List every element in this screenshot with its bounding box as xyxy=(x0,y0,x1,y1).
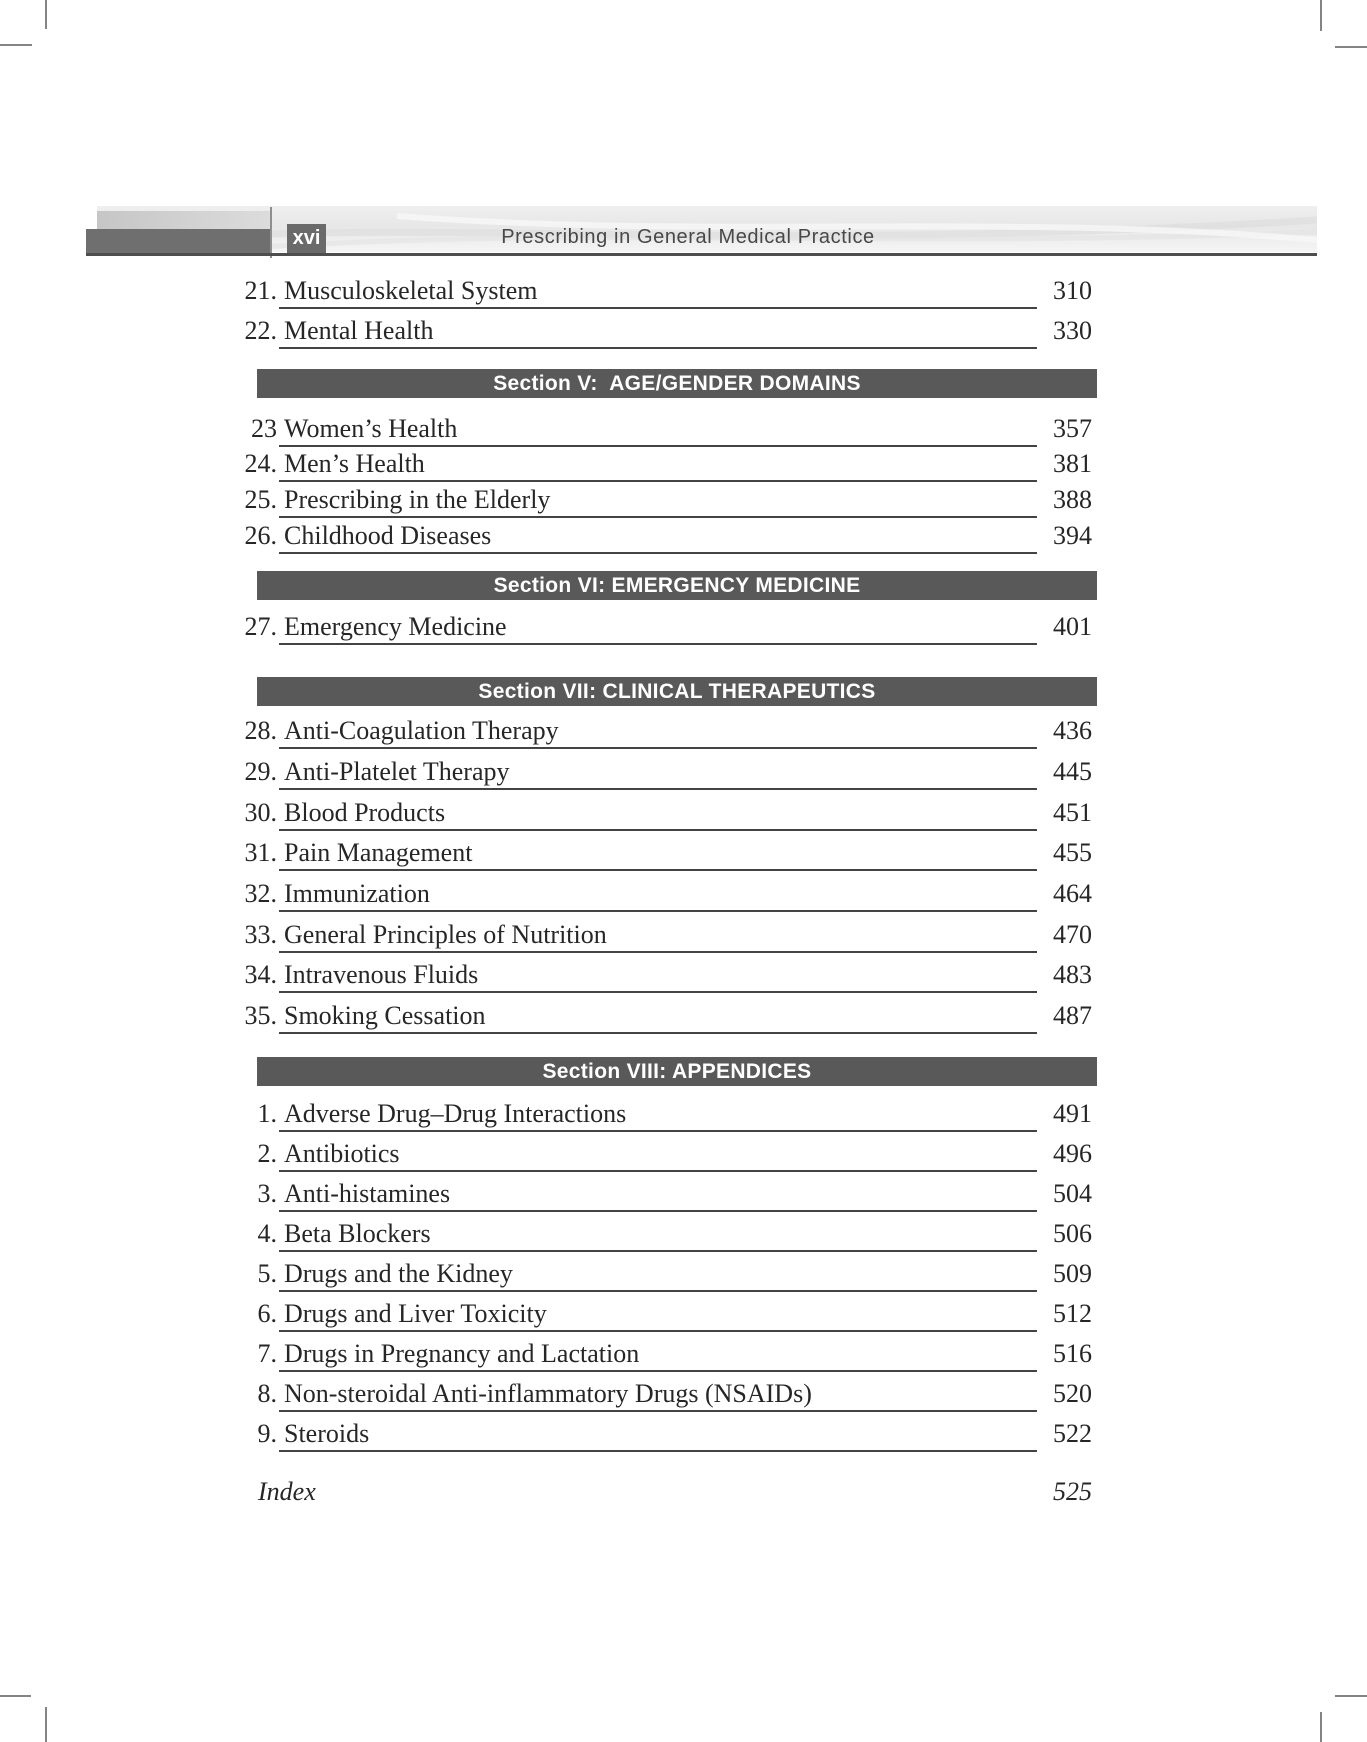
appendix-title: Adverse Drug–Drug Interactions xyxy=(284,1099,627,1128)
toc-entry xyxy=(0,1259,1367,1295)
appendix-number: 1. xyxy=(257,1099,277,1128)
appendix-page: 506 xyxy=(1053,1219,1092,1248)
header-fold-mark xyxy=(270,207,272,258)
section-bar-viii: Section VIII: APPENDICES xyxy=(257,1057,1097,1086)
chapter-page: 483 xyxy=(1053,960,1092,989)
page-number: xvi xyxy=(292,227,321,249)
chapter-page: 470 xyxy=(1053,920,1092,949)
chapter-title: Musculoskeletal System xyxy=(284,276,538,305)
chapter-title: Anti-Coagulation Therapy xyxy=(284,716,559,745)
chapter-number: 23 xyxy=(251,414,277,443)
crop-mark-bottom-left-v xyxy=(45,1707,47,1742)
entry-rule xyxy=(279,1290,1037,1292)
chapter-number: 35. xyxy=(244,1001,277,1030)
toc-entry xyxy=(0,414,1367,450)
toc-entry xyxy=(0,1001,1367,1037)
chapter-page: 445 xyxy=(1053,757,1092,786)
appendix-page: 504 xyxy=(1053,1179,1092,1208)
entry-rule xyxy=(279,1410,1037,1412)
chapter-page: 388 xyxy=(1053,485,1092,514)
entry-rule xyxy=(279,829,1037,831)
entry-rule xyxy=(279,445,1037,447)
chapter-page: 436 xyxy=(1053,716,1092,745)
chapter-page: 487 xyxy=(1053,1001,1092,1030)
toc-entry xyxy=(0,798,1367,834)
toc-entry xyxy=(0,1179,1367,1215)
toc-entry xyxy=(0,1379,1367,1415)
appendix-page: 509 xyxy=(1053,1259,1092,1288)
toc-entry xyxy=(0,716,1367,752)
chapter-title: Emergency Medicine xyxy=(284,612,507,641)
entry-rule xyxy=(279,516,1037,518)
entry-rule xyxy=(279,1130,1037,1132)
chapter-page: 394 xyxy=(1053,521,1092,550)
chapter-title: Immunization xyxy=(284,879,430,908)
section-bar-v: Section V: AGE/GENDER DOMAINS xyxy=(257,369,1097,398)
appendix-title: Antibiotics xyxy=(284,1139,400,1168)
entry-rule xyxy=(279,1032,1037,1034)
toc-entry xyxy=(0,521,1367,557)
chapter-number: 22. xyxy=(244,316,277,345)
chapter-title: Childhood Diseases xyxy=(284,521,492,550)
entry-rule xyxy=(279,991,1037,993)
appendix-title: Anti-histamines xyxy=(284,1179,451,1208)
toc-entry xyxy=(0,449,1367,485)
toc-entry xyxy=(0,612,1367,648)
page-number-box xyxy=(287,224,326,253)
toc-entry xyxy=(0,1299,1367,1335)
chapter-page: 464 xyxy=(1053,879,1092,908)
appendix-number: 8. xyxy=(257,1379,277,1408)
toc-entry xyxy=(0,1099,1367,1135)
appendix-page: 516 xyxy=(1053,1339,1092,1368)
entry-rule xyxy=(279,643,1037,645)
appendix-number: 3. xyxy=(257,1179,277,1208)
chapter-title: Smoking Cessation xyxy=(284,1001,486,1030)
index-page: 525 xyxy=(1053,1477,1092,1506)
toc-entry xyxy=(0,838,1367,874)
toc-entry xyxy=(0,879,1367,915)
entry-rule xyxy=(279,1330,1037,1332)
chapter-page: 455 xyxy=(1053,838,1092,867)
chapter-page: 381 xyxy=(1053,449,1092,478)
entry-rule xyxy=(279,552,1037,554)
entry-rule xyxy=(279,910,1037,912)
appendix-page: 512 xyxy=(1053,1299,1092,1328)
chapter-number: 29. xyxy=(244,757,277,786)
chapter-page: 330 xyxy=(1053,316,1092,345)
entry-rule xyxy=(279,1250,1037,1252)
index-row xyxy=(0,1477,1367,1511)
toc-entry xyxy=(0,276,1367,312)
chapter-number: 33. xyxy=(244,920,277,949)
entry-rule xyxy=(279,747,1037,749)
chapter-number: 21. xyxy=(244,276,277,305)
crop-mark-bottom-right-v xyxy=(1320,1712,1322,1742)
appendix-page: 491 xyxy=(1053,1099,1092,1128)
chapter-title: Prescribing in the Elderly xyxy=(284,485,551,514)
toc-entry xyxy=(0,1139,1367,1175)
chapter-title: Mental Health xyxy=(284,316,434,345)
crop-mark-top-right-h xyxy=(1335,46,1367,48)
appendix-number: 5. xyxy=(257,1259,277,1288)
chapter-number: 25. xyxy=(244,485,277,514)
chapter-page: 401 xyxy=(1053,612,1092,641)
running-header-title: Prescribing in General Medical Practice xyxy=(501,226,875,248)
crop-mark-bottom-right-h xyxy=(1335,1695,1367,1697)
appendix-number: 2. xyxy=(257,1139,277,1168)
toc-entry xyxy=(0,920,1367,956)
chapter-number: 24. xyxy=(244,449,277,478)
chapter-title: Pain Management xyxy=(284,838,473,867)
appendix-title: Drugs and the Kidney xyxy=(284,1259,513,1288)
entry-rule xyxy=(279,347,1037,349)
appendix-title: Drugs and Liver Toxicity xyxy=(284,1299,547,1328)
appendix-title: Non-steroidal Anti-inflammatory Drugs (NSAIDs) xyxy=(284,1379,812,1408)
chapter-page: 451 xyxy=(1053,798,1092,827)
chapter-title: Blood Products xyxy=(284,798,446,827)
entry-rule xyxy=(279,1450,1037,1452)
entry-rule xyxy=(279,1170,1037,1172)
chapter-title: Women’s Health xyxy=(284,414,458,443)
section-bar-vi: Section VI: EMERGENCY MEDICINE xyxy=(257,571,1097,600)
toc-entry xyxy=(0,485,1367,521)
toc-entry xyxy=(0,960,1367,996)
entry-rule xyxy=(279,951,1037,953)
crop-mark-top-left-v xyxy=(45,0,47,29)
chapter-title: General Principles of Nutrition xyxy=(284,920,607,949)
chapter-number: 30. xyxy=(244,798,277,827)
index-label: Index xyxy=(258,1477,316,1506)
chapter-number: 31. xyxy=(244,838,277,867)
appendix-title: Beta Blockers xyxy=(284,1219,431,1248)
chapter-number: 34. xyxy=(244,960,277,989)
chapter-number: 27. xyxy=(244,612,277,641)
chapter-page: 310 xyxy=(1053,276,1092,305)
entry-rule xyxy=(279,869,1037,871)
toc-entry xyxy=(0,1339,1367,1375)
appendix-title: Steroids xyxy=(284,1419,370,1448)
toc-entry xyxy=(0,316,1367,352)
section-bar-vii: Section VII: CLINICAL THERAPEUTICS xyxy=(257,677,1097,706)
toc-entry xyxy=(0,1219,1367,1255)
appendix-number: 9. xyxy=(257,1419,277,1448)
appendix-page: 522 xyxy=(1053,1419,1092,1448)
crop-mark-top-right-v xyxy=(1320,0,1322,31)
chapter-title: Intravenous Fluids xyxy=(284,960,479,989)
chapter-title: Men’s Health xyxy=(284,449,425,478)
toc-entry xyxy=(0,1419,1367,1455)
entry-rule xyxy=(279,788,1037,790)
chapter-page: 357 xyxy=(1053,414,1092,443)
appendix-title: Drugs in Pregnancy and Lactation xyxy=(284,1339,640,1368)
crop-mark-top-left-h xyxy=(0,44,32,46)
entry-rule xyxy=(279,480,1037,482)
appendix-number: 6. xyxy=(257,1299,277,1328)
appendix-number: 7. xyxy=(257,1339,277,1368)
appendix-number: 4. xyxy=(257,1219,277,1248)
crop-mark-bottom-left-h xyxy=(0,1695,31,1697)
chapter-number: 26. xyxy=(244,521,277,550)
appendix-page: 496 xyxy=(1053,1139,1092,1168)
entry-rule xyxy=(279,1210,1037,1212)
toc-entry xyxy=(0,757,1367,793)
chapter-number: 28. xyxy=(244,716,277,745)
chapter-title: Anti-Platelet Therapy xyxy=(284,757,510,786)
header-left-strip xyxy=(97,211,271,229)
entry-rule xyxy=(279,307,1037,309)
header-left-bar xyxy=(86,229,271,253)
entry-rule xyxy=(279,1370,1037,1372)
chapter-number: 32. xyxy=(244,879,277,908)
header-underline xyxy=(86,253,1317,256)
appendix-page: 520 xyxy=(1053,1379,1092,1408)
